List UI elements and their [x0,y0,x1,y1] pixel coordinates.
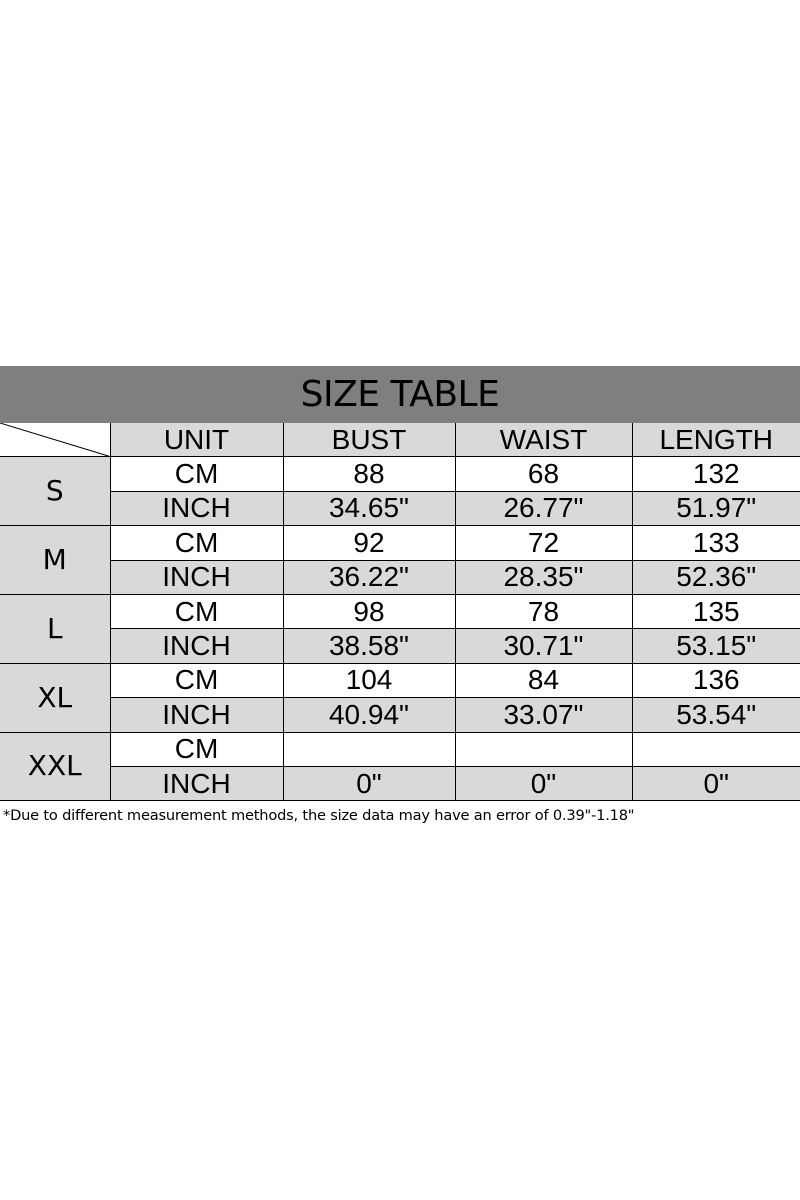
table-row [0,526,800,560]
length-cell: 52.36" [632,560,800,594]
length-cell: 51.97" [632,491,800,525]
unit-cell: CM [110,594,283,628]
size-table [0,423,800,801]
length-cell: 0" [632,766,800,800]
waist-cell: 26.77" [455,491,632,525]
diagonal-divider [0,423,110,456]
header-length: LENGTH [632,423,800,457]
bust-cell: 104 [283,663,455,697]
unit-cell: CM [110,732,283,766]
length-cell: 133 [632,526,800,560]
waist-cell: 0" [455,766,632,800]
unit-cell: INCH [110,629,283,663]
bust-cell: 40.94" [283,698,455,732]
unit-cell: INCH [110,491,283,525]
table-row [0,663,800,697]
unit-cell: CM [110,457,283,491]
waist-cell: 78 [455,594,632,628]
waist-cell: 30.71" [455,629,632,663]
bust-cell [283,732,455,766]
table-row [0,491,800,525]
size-label-m: M [0,526,110,595]
size-label-xxl: XXL [0,732,110,801]
waist-cell: 68 [455,457,632,491]
table-row [0,629,800,663]
unit-cell: INCH [110,698,283,732]
length-cell: 53.15" [632,629,800,663]
waist-cell [455,732,632,766]
header-unit: UNIT [110,423,283,457]
size-table-title: SIZE TABLE [0,366,800,423]
bust-cell: 88 [283,457,455,491]
corner-cell [0,423,110,457]
waist-cell: 28.35" [455,560,632,594]
table-row [0,766,800,800]
length-cell: 53.54" [632,698,800,732]
header-bust: BUST [283,423,455,457]
table-row [0,698,800,732]
header-waist: WAIST [455,423,632,457]
length-cell [632,732,800,766]
waist-cell: 84 [455,663,632,697]
bust-cell: 38.58" [283,629,455,663]
length-cell: 132 [632,457,800,491]
waist-cell: 72 [455,526,632,560]
bust-cell: 0" [283,766,455,800]
bust-cell: 36.22" [283,560,455,594]
bust-cell: 34.65" [283,491,455,525]
bust-cell: 92 [283,526,455,560]
length-cell: 135 [632,594,800,628]
unit-cell: CM [110,526,283,560]
unit-cell: INCH [110,766,283,800]
table-row [0,732,800,766]
bust-cell: 98 [283,594,455,628]
size-label-xl: XL [0,663,110,732]
table-header-row [0,423,800,457]
size-label-l: L [0,594,110,663]
unit-cell: INCH [110,560,283,594]
table-row [0,594,800,628]
size-label-s: S [0,457,110,526]
table-row [0,560,800,594]
unit-cell: CM [110,663,283,697]
measurement-note: *Due to different measurement methods, the size data may have an error of 0.39"-1.18" [3,807,635,824]
table-row [0,457,800,491]
waist-cell: 33.07" [455,698,632,732]
length-cell: 136 [632,663,800,697]
